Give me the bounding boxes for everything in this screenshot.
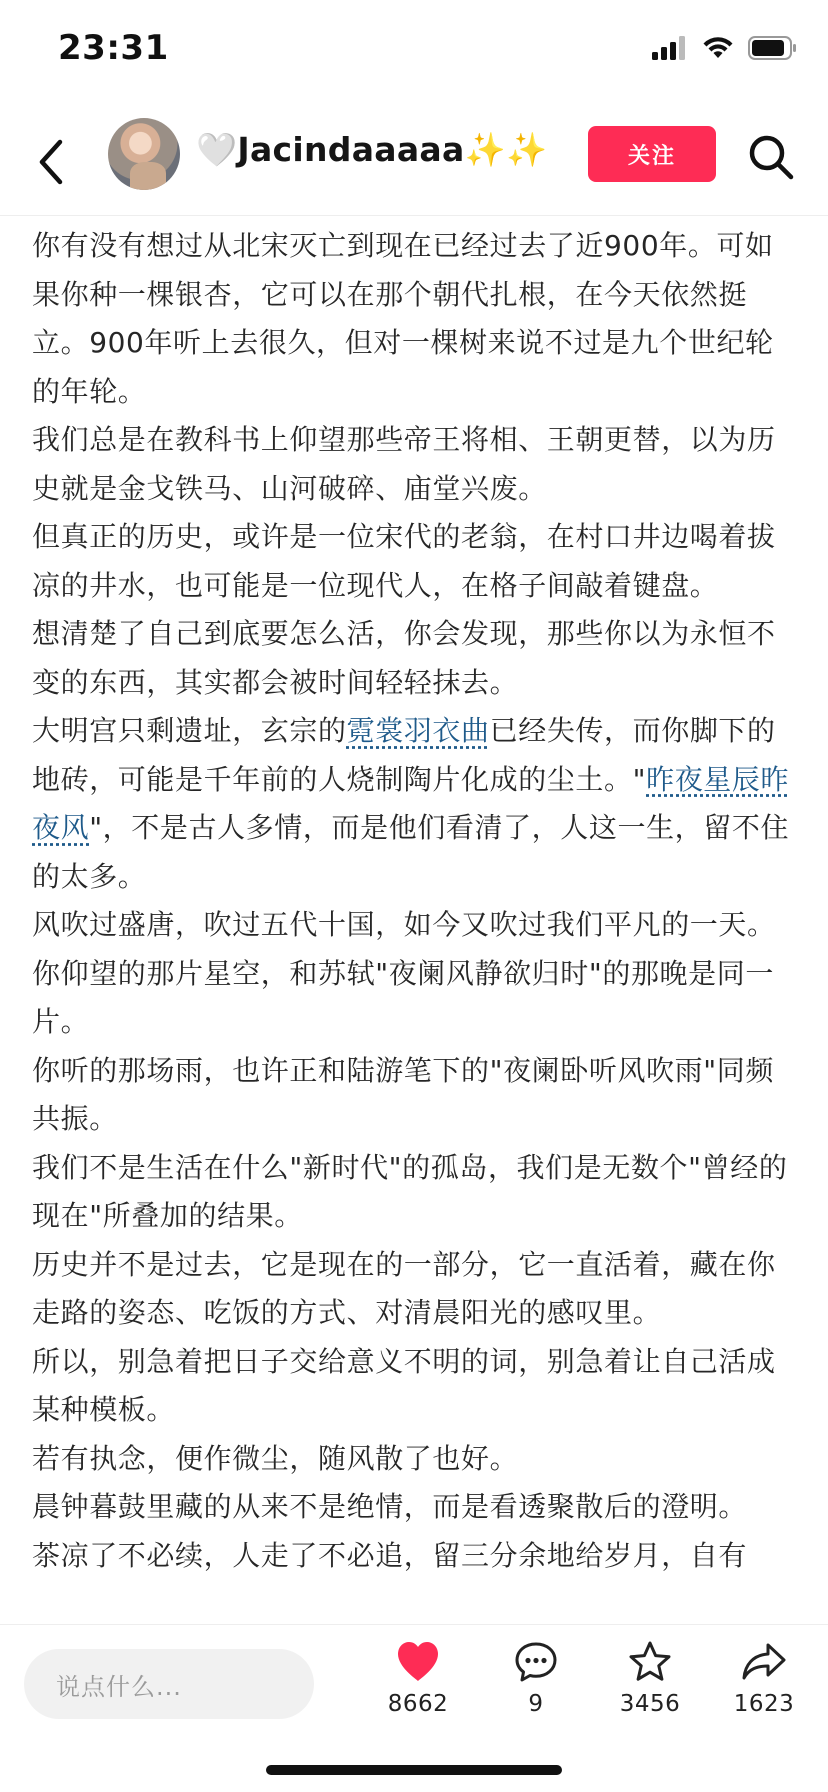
favorite-button[interactable] (600, 1641, 700, 1717)
paragraph-text: 我们总是在教科书上仰望那些帝王将相、王朝更替，以为历史就是金戈铁马、山河破碎、庙堂兴废。 (32, 423, 776, 505)
post-paragraph (32, 222, 798, 416)
paragraph-text: 风吹过盛唐，吹过五代十国，如今又吹过我们平凡的一天。 (32, 908, 776, 941)
search-icon[interactable] (746, 132, 796, 182)
favorite-count: 3456 (619, 1691, 681, 1717)
like-button[interactable] (368, 1641, 468, 1717)
paragraph-text: 茶凉了不必续，人走了不必追，留三分余地给岁月，自有 (32, 1538, 748, 1572)
paragraph-text: 你仰望的那片星空，和苏轼"夜阑风静欲归时"的那晚是同一片。 (32, 956, 774, 1038)
status-icons (652, 36, 798, 60)
share-arrow-icon (741, 1641, 787, 1683)
share-count: 1623 (733, 1691, 795, 1717)
share-button[interactable] (714, 1641, 814, 1717)
paragraph-text: "，不是古人多情，而是他们看清了，人这一生，留不住的太多。 (32, 811, 790, 893)
paragraph-text: 所以，别急着把日子交给意义不明的词，别急着让自己活成某种模板。 (32, 1344, 776, 1426)
heart-shape (398, 1642, 438, 1681)
post-paragraph (32, 1435, 798, 1484)
paragraph-text: 晨钟暮鼓里藏的从来不是绝情，而是看透聚散后的澄明。 (32, 1490, 748, 1523)
paragraph-text: 你听的那场雨，也许正和陆游笔下的"夜阑卧听风吹雨"同频共振。 (32, 1053, 774, 1135)
status-bar (0, 0, 828, 100)
avatar[interactable] (108, 118, 180, 190)
like-count: 8662 (387, 1691, 449, 1717)
follow-button[interactable]: 关注 (588, 126, 716, 182)
search-keyword-link[interactable]: 霓裳羽衣曲 (346, 714, 490, 747)
post-paragraph (32, 610, 798, 707)
heart-icon (396, 1641, 440, 1683)
paragraph-text: 已经失传，而你脚下的地砖，可能是千年前的人烧制陶片化成的尘土。" (32, 714, 776, 796)
bottom-action-bar (0, 1624, 828, 1792)
search-keyword-link[interactable]: 昨夜星辰昨夜风 (32, 762, 790, 844)
post-body (32, 222, 798, 1624)
post-header (0, 108, 828, 216)
paragraph-text: 想清楚了自己到底要怎么活，你会发现，那些你以为永恒不变的东西，其实都会被时间轻轻抹去。 (32, 617, 776, 699)
paragraph-text: 你有没有想过从北宋灭亡到现在已经过去了近900年。可如果你种一棵银杏，它可以在那个朝代扎根，在今天依然挺立。900年听上去很久，但对一棵树来说不过是九个世纪轮的年轮。 (32, 229, 774, 408)
paragraph-text: 大明宫只剩遗址，玄宗的 (32, 714, 347, 747)
paragraph-text: 我们不是生活在什么"新时代"的孤岛，我们是无数个"曾经的现在"所叠加的结果。 (32, 1150, 788, 1232)
post-paragraph (32, 950, 798, 1047)
post-paragraph (32, 1144, 798, 1241)
paragraph-text: 历史并不是过去，它是现在的一部分，它一直活着，藏在你走路的姿态、吃饭的方式、对清晨阳光的感叹里。 (32, 1247, 776, 1329)
comment-button[interactable] (486, 1641, 586, 1717)
post-paragraph (32, 1532, 798, 1581)
cellular-signal-icon (652, 36, 688, 60)
post-paragraph (32, 1483, 798, 1532)
post-paragraph (32, 1241, 798, 1338)
author-username[interactable]: 🤍Jacindaaaaa✨✨ (196, 130, 548, 169)
comment-bubble-icon (514, 1641, 558, 1683)
home-indicator (266, 1765, 562, 1775)
paragraph-text: 但真正的历史，或许是一位宋代的老翁，在村口井边喝着拔凉的井水，也可能是一位现代人，在格子间敲着键盘。 (32, 520, 776, 602)
star-icon (628, 1641, 672, 1683)
back-arrow-icon[interactable] (30, 132, 74, 192)
post-paragraph (32, 1047, 798, 1144)
comment-count: 9 (528, 1691, 544, 1717)
status-time: 23:31 (58, 28, 169, 68)
post-paragraph (32, 707, 798, 901)
comment-input[interactable]: 说点什么... (24, 1649, 314, 1719)
battery-icon (748, 36, 798, 60)
paragraph-text: 若有执念，便作微尘，随风散了也好。 (32, 1441, 519, 1475)
post-paragraph (32, 1338, 798, 1435)
post-paragraph (32, 513, 798, 610)
post-paragraph (32, 416, 798, 513)
wifi-icon (702, 36, 734, 60)
post-paragraph (32, 901, 798, 950)
